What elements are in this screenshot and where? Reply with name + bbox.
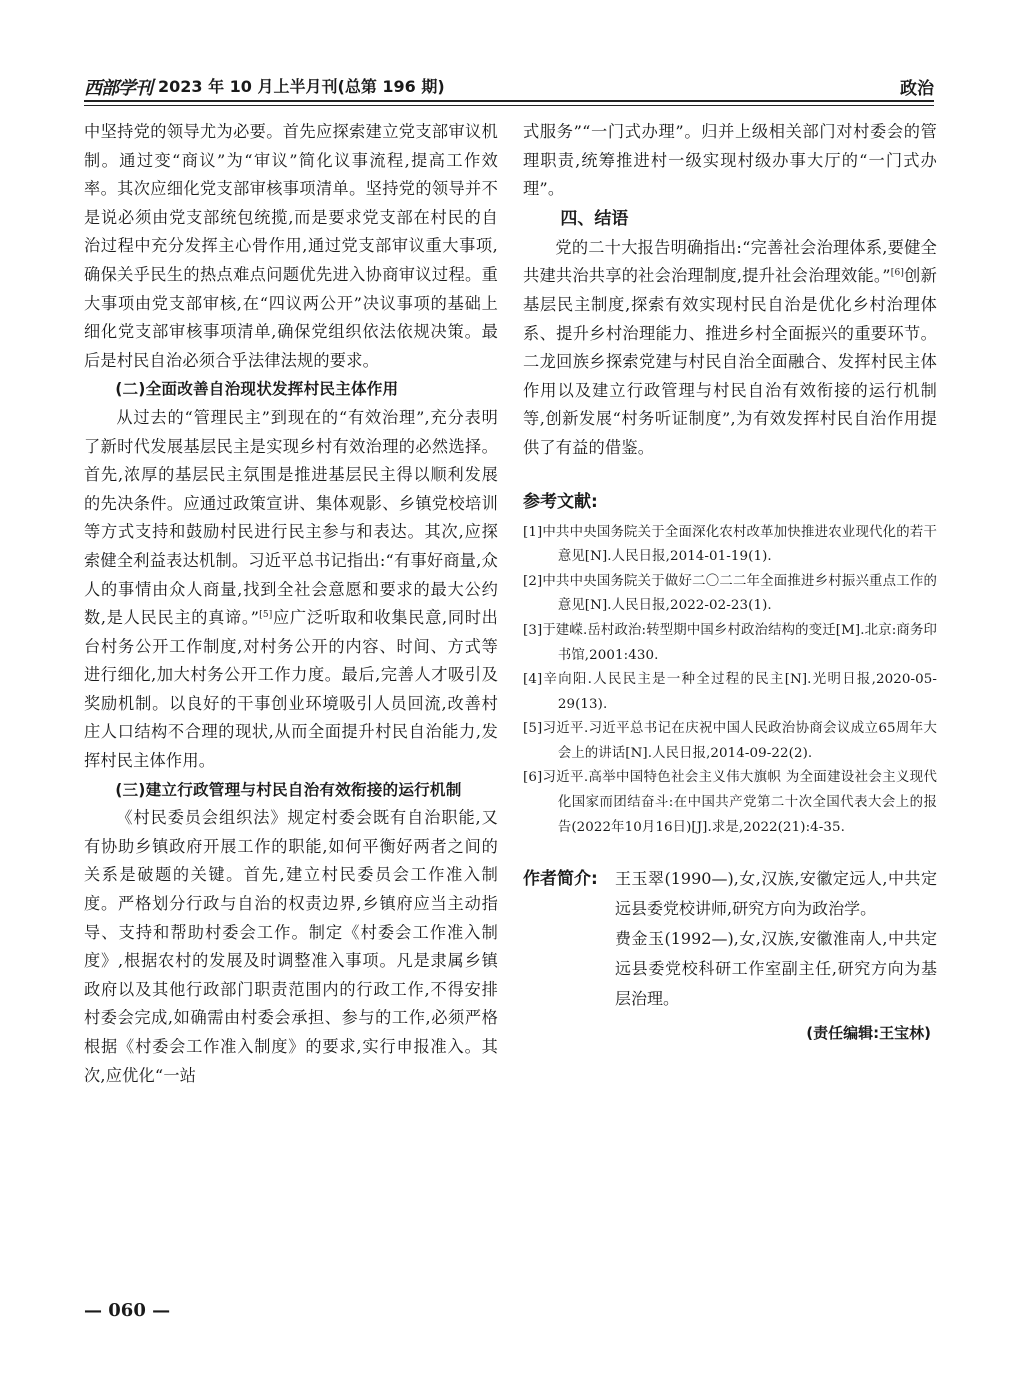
page-header <box>84 72 934 102</box>
section-name: 政治 <box>900 79 934 99</box>
author-bio-entry: 费金玉(1992—),女,汉族,安徽淮南人,中共定远县委党校科研工作室副主任,研究方向为基层治理。 <box>615 929 937 1009</box>
reference-item: [3]于建嵘.岳村政治:转型期中国乡村政治结构的变迁[M].北京:商务印书馆,2001:430. <box>523 622 937 663</box>
right-column <box>523 118 937 1046</box>
paragraph: 《村民委员会组织法》规定村委会既有自治职能,又有协助乡镇政府开展工作的职能,如何平衡好两者之间的关系是破题的关键。首先,建立村民委员会工作准入制度。严格划分行政与自治的权责边界,乡镇府应当主动指导、支持和帮助村委会工作。制定《村委会工作准入制度》,根据农村的发展及时调整准入事项。凡是隶属乡镇政府以及其他行政部门职责范围内的行政工作,不得安排村委会完成,如确需由村委会承担、参与的工作,必须严格根据《村委会工作准入制度》的要求,实行申报准入。其次,应优化“一站 <box>84 808 498 1085</box>
journal-logo: 西部学刊 <box>84 78 152 99</box>
header-rule <box>84 100 934 102</box>
paragraph <box>523 234 937 463</box>
reference-item: [5]习近平.习近平总书记在庆祝中国人民政治协商会议成立65周年大会上的讲话[N].人民日报,2014-09-22(2). <box>523 721 937 761</box>
header-rule-thin <box>84 105 934 106</box>
reference-item: [2]中共中央国务院关于做好二〇二二年全面推进乡村振兴重点工作的意见[N].人民日报,2022-02-23(1). <box>523 573 937 614</box>
citation: [6] <box>890 268 905 279</box>
paragraph-text: 创新基层民主制度,探索有效实现村民自治是优化乡村治理体系、提升乡村治理能力、推进乡村全面振兴的重要环节。二龙回族乡探索党建与村民自治全面融合、发挥村民主体作用以及建立行政管理与村民自治有效衔接的运行机制等,创新发展“村务听证制度”,为有效发挥村民自治作用提供了有益的借鉴。 <box>523 266 937 457</box>
paragraph: 中坚持党的领导尤为必要。首先应探索建立党支部审议机制。通过变“商议”为“审议”简化议事流程,提高工作效率。其次应细化党支部审核事项清单。坚持党的领导并不是说必须由党支部统包统揽,而是要求党支部在村民的自治过程中充分发挥主心骨作用,通过党支部审议重大事项,确保关乎民生的热点难点问题优先进入协商审议过程。重大事项由党支部审核,在“四议两公开”决议事项的基础上细化党支部审核事项清单,确保党组织依法依规决策。最后是村民自治必须合乎法律法规的要求。 <box>84 122 498 370</box>
reference-list <box>523 521 937 841</box>
author-bio-label: 作者简介: <box>523 869 598 890</box>
author-bio <box>523 864 937 1014</box>
paragraph-text: 应广泛听取和收集民意,同时出台村务公开工作制度,对村务公开的内容、时间、方式等进行细化,加大村务公开工作力度。最后,完善人才吸引及奖励机制。以良好的干事创业环境吸引人员回流,改善村庄人口结构不合理的现状,从而全面提升村民自治能力,发挥村民主体作用。 <box>84 608 498 771</box>
section-heading: 四、结语 <box>560 208 629 229</box>
journal-issue: 2023 年 10 月上半月刊(总第 196 期) <box>158 77 445 96</box>
responsible-editor: (责任编辑:王宝林) <box>806 1024 931 1043</box>
paragraph: 式服务”“一门式办理”。归并上级相关部门对村委会的管理职责,统筹推进村一级实现村级办事大厅的“一门式办理”。 <box>523 122 937 199</box>
page-number: — 060 — <box>84 1300 171 1321</box>
citation: [5] <box>259 610 273 621</box>
reference-item: [6]习近平.高举中国特色社会主义伟大旗帜 为全面建设社会主义现代化国家而团结奋斗:在中国共产党第二十次全国代表大会上的报告(2022年10月16日)[J].求是,2022(21):4-35. <box>523 770 937 835</box>
subsection-heading: (三)建立行政管理与村民自治有效衔接的运行机制 <box>115 780 462 799</box>
references-title: 参考文献: <box>523 491 598 512</box>
reference-item: [1]中共中央国务院关于全面深化农村改革加快推进农业现代化的若干意见[N].人民日报,2014-01-19(1). <box>523 524 937 565</box>
author-bio-entry: 王玉翠(1990—),女,汉族,安徽定远人,中共定远县委党校讲师,研究方向为政治学。 <box>615 869 937 919</box>
subsection-heading: (二)全面改善自治现状发挥村民主体作用 <box>115 380 399 399</box>
paragraph <box>84 404 498 776</box>
left-column <box>84 118 498 1090</box>
paragraph-text: 从过去的“管理民主”到现在的“有效治理”,充分表明了新时代发展基层民主是实现乡村有效治理的必然选择。首先,浓厚的基层民主氛围是推进基层民主得以顺利发展的先决条件。应通过政策宣讲、集体观影、乡镇党校培训等方式支持和鼓励村民进行民主参与和表达。其次,应探索健全利益表达机制。习近平总书记指出:“有事好商量,众人的事情由众人商量,找到全社会意愿和要求的最大公约数,是人民民主的真谛。” <box>84 407 498 628</box>
paragraph-text: 党的二十大报告明确指出:“完善社会治理体系,要健全共建共治共享的社会治理制度,提升社会治理效能。” <box>523 237 937 286</box>
reference-item: [4]辛向阳.人民民主是一种全过程的民主[N].光明日报,2020-05-29(13). <box>523 672 937 712</box>
